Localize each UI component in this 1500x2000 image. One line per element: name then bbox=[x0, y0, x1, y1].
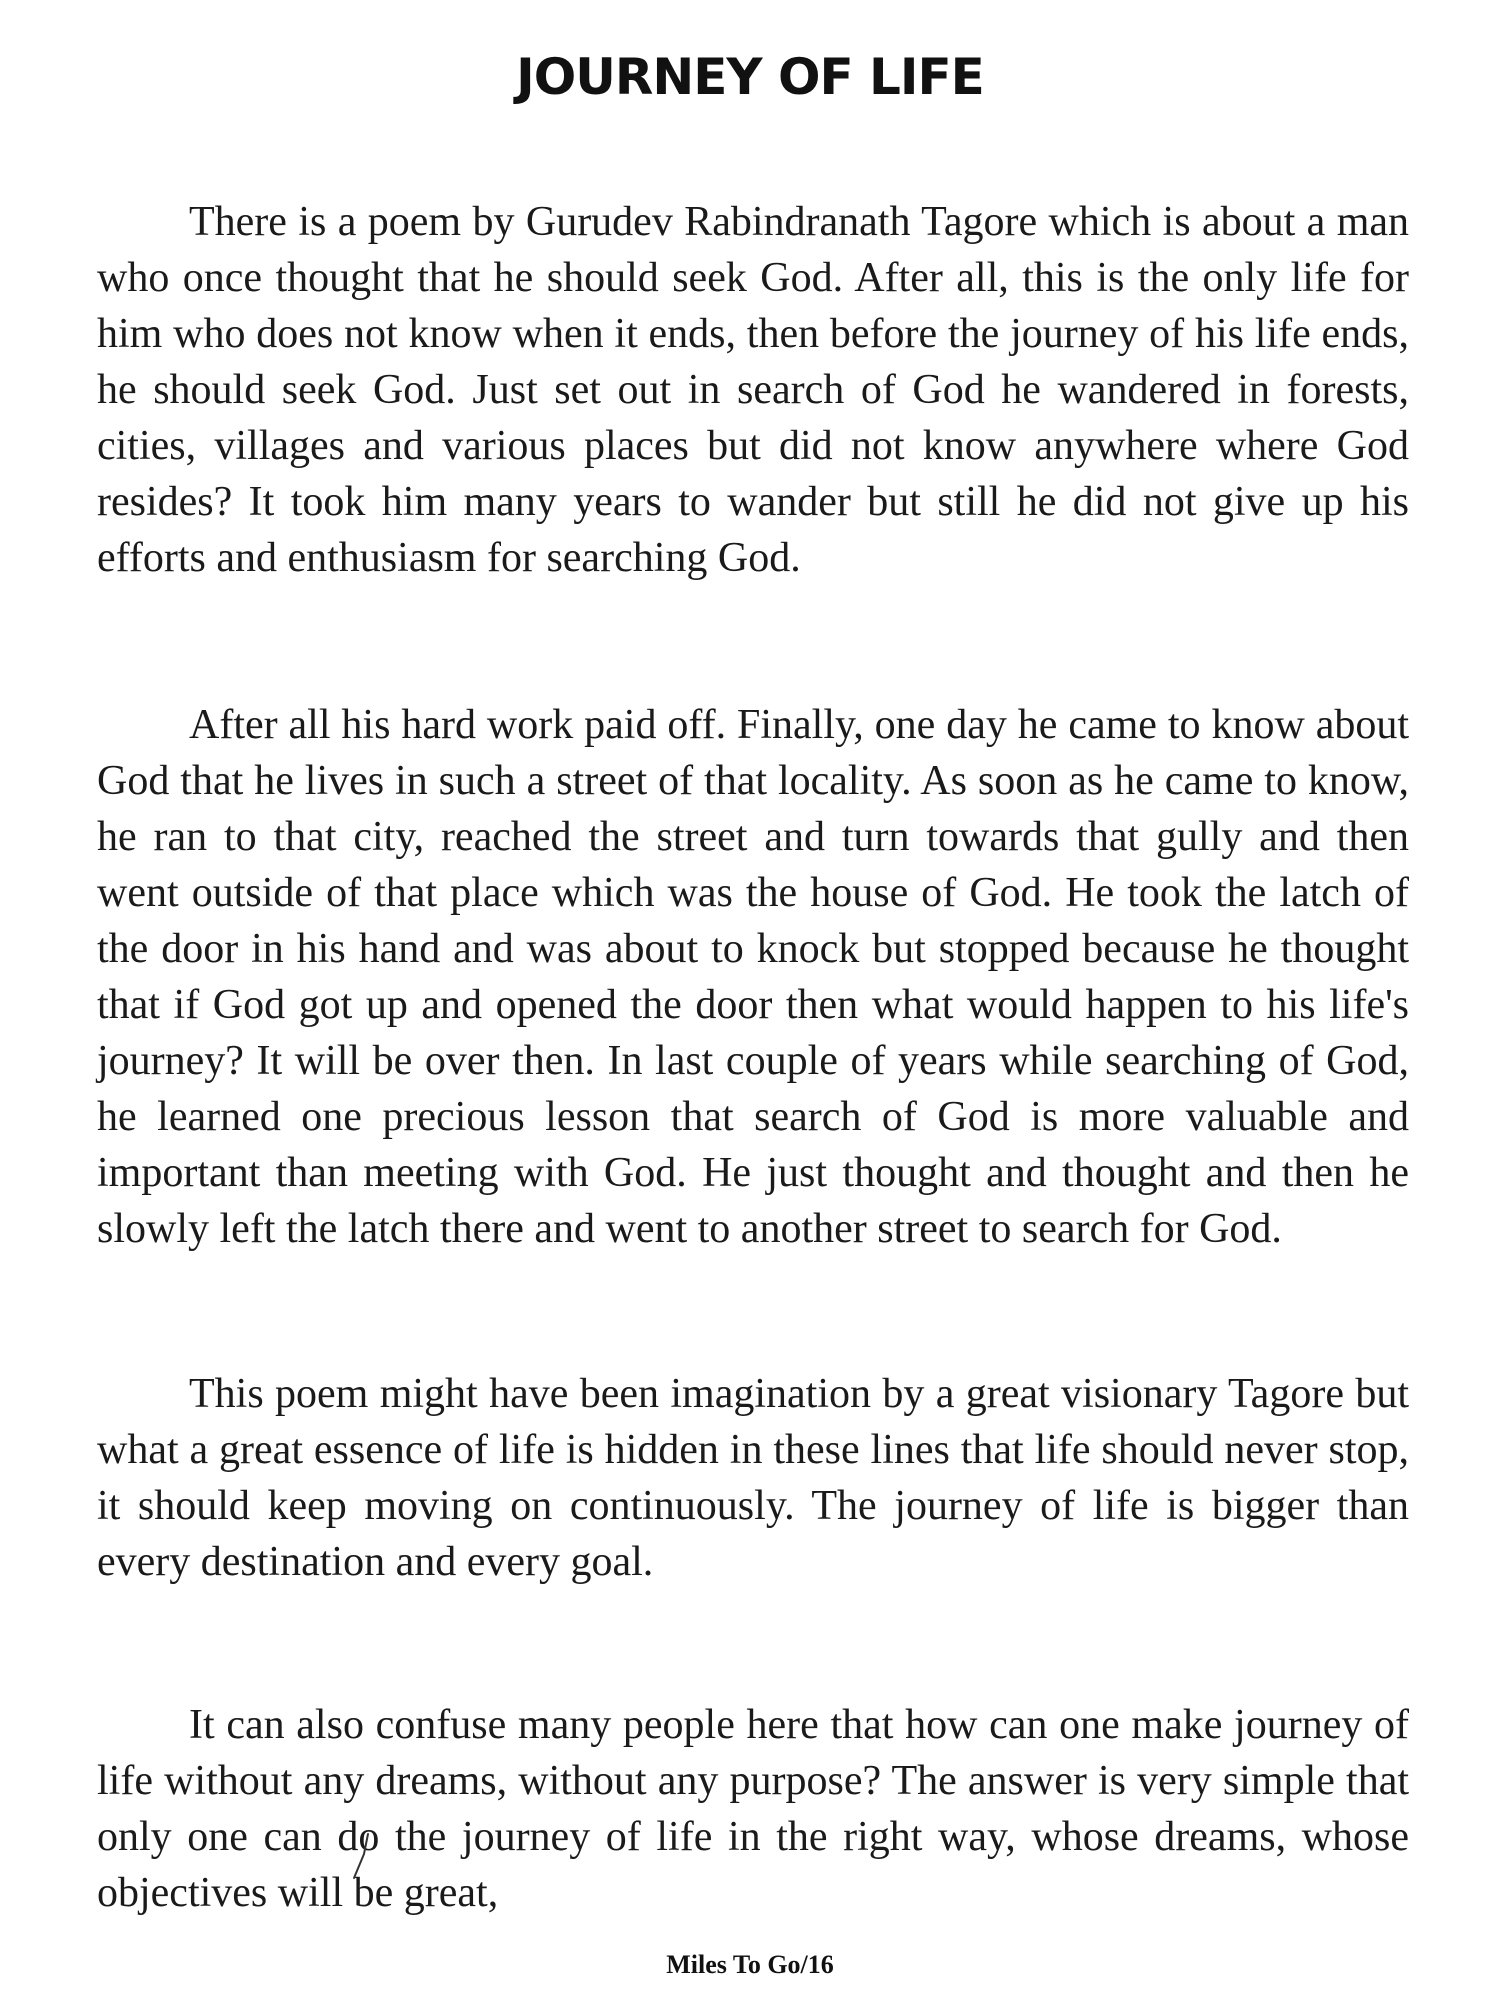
paragraph-3: This poem might have been imagination by a great visionary Tagore but what a great essence of life is hidden in these lines that life should never stop, it should keep moving on continuously. The journey of life is bigger than every destination and every goal. bbox=[97, 1371, 1409, 1585]
paragraph-1: There is a poem by Gurudev Rabindranath Tagore which is about a man who once thought that he should seek God. After all, this is the only life for him who does not know when it ends, then before the journey of his life ends, he should seek God. Just set out in search of God he wandered in forests, cities, villages and various places but did not know anywhere where God resides? It took him many years to wander but still he did not give up his efforts and enthusiasm for searching God. bbox=[97, 199, 1409, 581]
paragraph-2: After all his hard work paid off. Finally, one day he came to know about God that he lives in such a street of that locality. As soon as he came to know, he ran to that city, reached the street and turn towards that gully and then went outside of that place which was the house of God. He took the latch of the door in his hand and was about to knock but stopped because he thought that if God got up and opened the door then what would happen to his life's journey? It will be over then. In last couple of years while searching of God, he learned one precious lesson that search of God is more valuable and important than meeting with God. He just thought and thought and then he slowly left the latch there and went to another street to search for God. bbox=[97, 702, 1409, 1252]
pen-stroke-mark bbox=[346, 1830, 386, 1882]
page-title: JOURNEY OF LIFE bbox=[516, 48, 984, 106]
paragraph-4: It can also confuse many people here that how can one make journey of life without any dreams, without any purpose? The answer is very simple that only one can do the journey of life in the right way, whose dreams, whose objectives will be great, bbox=[97, 1702, 1409, 1916]
page-footer: Miles To Go/16 bbox=[666, 1950, 834, 1979]
